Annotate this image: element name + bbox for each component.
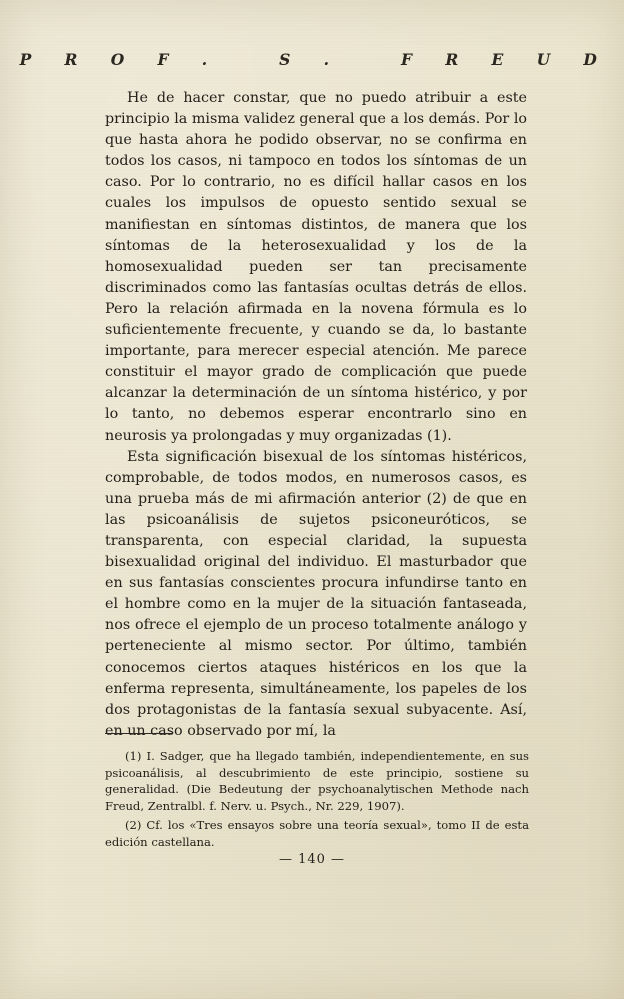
footnote: (2) Cf. los «Tres ensayos sobre una teoría sexual», tomo II de esta edición castellana. bbox=[105, 818, 529, 849]
paragraph: Esta significación bisexual de los síntomas histéricos, comprobable, de todos modos, en numerosos casos, es una prueba más de mi afirmación anterior (2) de que en las psicoanálisis de sujetos psiconeuróticos, se transparenta, con especial claridad, la supuesta bisexualidad original del individuo. El masturbador que en sus fantasías conscientes procura infundirse tanto en el hombre como en la mujer de la situación fantaseada, nos ofrece el ejemplo de un proceso totalmente análogo y perteneciente al mismo sector. Por último, también conocemos ciertos ataques histéricos en los que la enferma representa, simultáneamente, los papeles de los dos protagonistas de la fantasía sexual subyacente. Así, en un caso observado por mí, la bbox=[105, 448, 527, 739]
footnote: (1) I. Sadger, que ha llegado también, independientemente, en sus psicoanálisis, al descubrimiento de este principio, sostiene su generalidad. (Die Bedeutung der psychoanalytischen Methode nach Freud, Zentralbl. f. Nerv. u. Psych., Nr. 229, 1907). bbox=[105, 749, 529, 813]
page-number: — 140 — bbox=[278, 852, 346, 867]
body-text bbox=[105, 88, 527, 742]
running-head: P R O F . S . F R E U D bbox=[19, 50, 605, 69]
footnote-block bbox=[105, 748, 529, 851]
paragraph: He de hacer constar, que no puedo atribuir a este principio la misma validez general que a los demás. Por lo que hasta ahora he podido observar, no se confirma en todos los casos, ni tampoco en todos los síntomas de un caso. Por lo contrario, no es difícil hallar casos en los cuales los impulsos de opuesto sentido sexual se manifiestan en síntomas distintos, de manera que los síntomas de la heterosexualidad y los de la homosexualidad pueden ser tan precisamente discriminados como las fantasías ocultas detrás de ellos. Pero la relación afirmada en la novena fórmula es lo suficientemente frecuente, y cuando se da, lo bastante importante, para merecer especial atención. Me parece constituir el mayor grado de complicación que puede alcanzar la determinación de un síntoma histérico, y por lo tanto, no debemos esperar encontrarlo sino en neurosis ya prolongadas y muy organizadas (1). bbox=[105, 90, 527, 444]
footnote-divider bbox=[105, 733, 173, 734]
